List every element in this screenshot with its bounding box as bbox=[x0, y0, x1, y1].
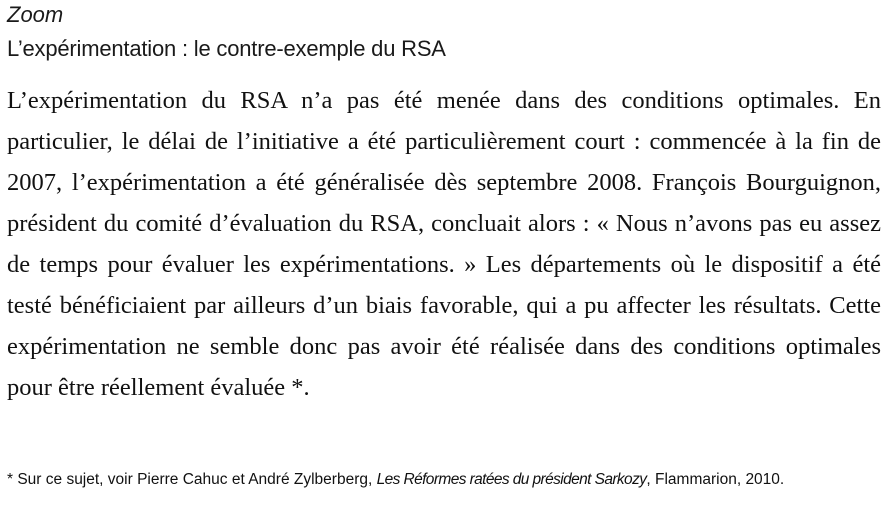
body-paragraph: L’expérimentation du RSA n’a pas été menée dans des conditions optimales. En particulier, le délai de l’initiative a été particulièrement court : commencée à la fin de 2007, l’expérimentation a été généralisée dès septembre 2008. François Bourguignon, président du comité d’évaluation du RSA, concluait alors : « Nous n’avons pas eu assez de temps pour évaluer les expérimentations. » Les départements où le dispositif a été testé bénéficiaient par ailleurs d’un biais favorable, qui a pu affecter les résultats. Cette expérimentation ne semble donc pas avoir été réalisée dans des conditions optimales pour être réellement évaluée *. bbox=[7, 87, 881, 401]
section-title: L’expérimentation : le contre-exemple du RSA bbox=[7, 36, 446, 61]
footnote-book-title: Les Réformes ratées du président Sarkozy bbox=[376, 471, 647, 488]
footnote-suffix: , Flammarion, 2010. bbox=[646, 471, 785, 488]
zoom-label: Zoom bbox=[7, 2, 64, 27]
footnote-prefix: * Sur ce sujet, voir Pierre Cahuc et André Zylberberg, bbox=[7, 471, 377, 488]
footnote bbox=[7, 470, 883, 489]
